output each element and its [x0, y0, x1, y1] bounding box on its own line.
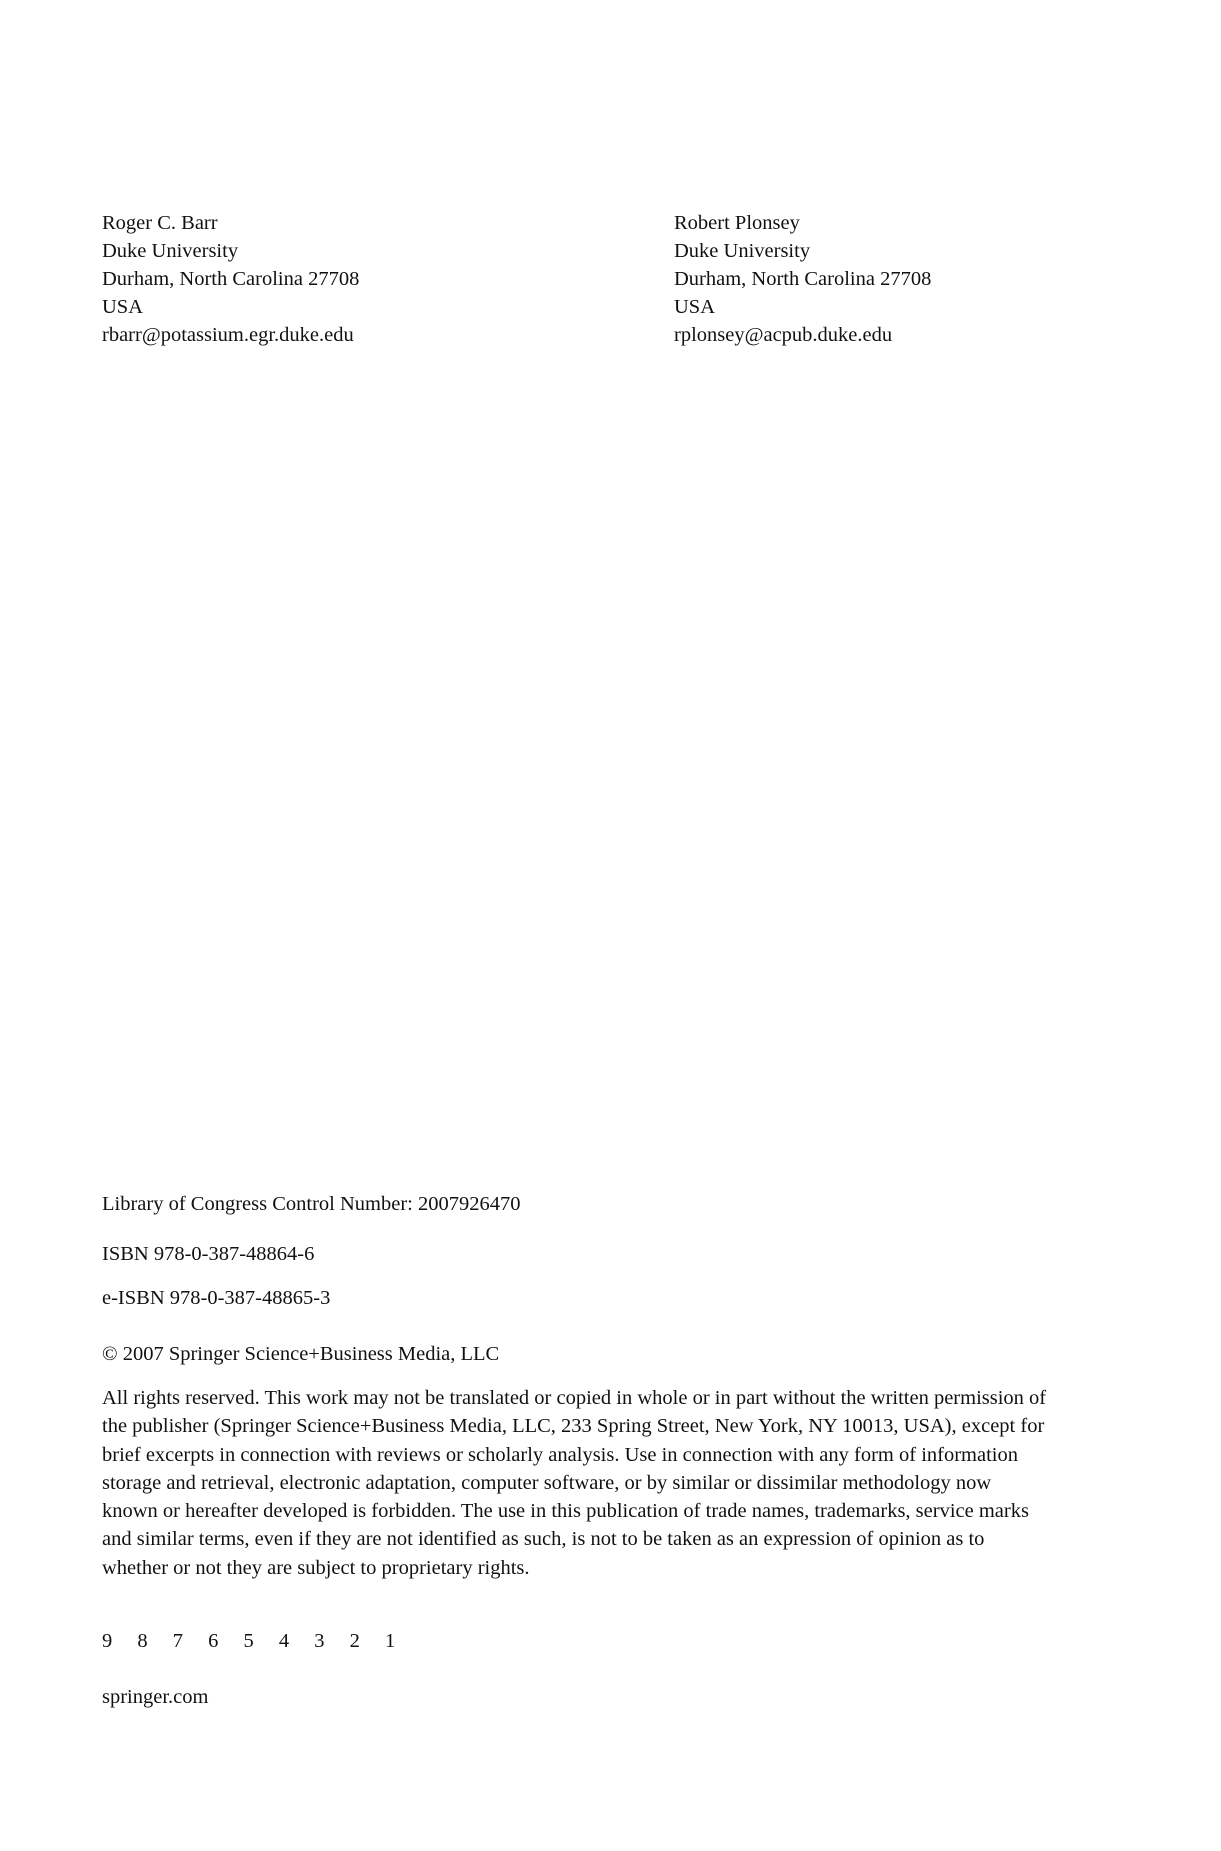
author-address: Durham, North Carolina 27708 — [674, 268, 932, 290]
isbn-line: ISBN 978-0-387-48864-6 — [102, 1243, 315, 1265]
lccn-line: Library of Congress Control Number: 2007926470 — [102, 1193, 521, 1215]
eisbn-line: e-ISBN 978-0-387-48865-3 — [102, 1287, 331, 1309]
author-country: USA — [674, 296, 716, 318]
rights-statement: All rights reserved. This work may not be translated or copied in whole or in part without the written permission of the publisher (Springer Science+Business Media, LLC, 233 Spring Street, New York, NY 10013, USA), except for brief excerpts in connection with reviews or scholarly analysis. Use in connection with any form of information storage and retrieval, electronic adaptation, computer software, or by similar or dissimilar methodology now known or hereafter developed is forbidden. The use in this publication of trade names, trademarks, service marks and similar terms, even if they are not identified as such, is not to be taken as an expression of opinion as to whether or not they are subject to proprietary rights. — [102, 1387, 1047, 1579]
printing-line: 9 8 7 6 5 4 3 2 1 — [102, 1630, 406, 1652]
author-institution: Duke University — [102, 240, 239, 262]
publisher-website: springer.com — [102, 1686, 209, 1708]
author-email: rplonsey@acpub.duke.edu — [674, 324, 893, 346]
copyright-notice: © 2007 Springer Science+Business Media, LLC — [102, 1343, 500, 1365]
author-institution: Duke University — [674, 240, 811, 262]
author-address: Durham, North Carolina 27708 — [102, 268, 360, 290]
author-address-block — [674, 209, 931, 349]
author-name: Roger C. Barr — [102, 212, 218, 234]
author-address-block — [102, 209, 359, 349]
author-email: rbarr@potassium.egr.duke.edu — [102, 324, 354, 346]
author-country: USA — [102, 296, 144, 318]
author-name: Robert Plonsey — [674, 212, 800, 234]
